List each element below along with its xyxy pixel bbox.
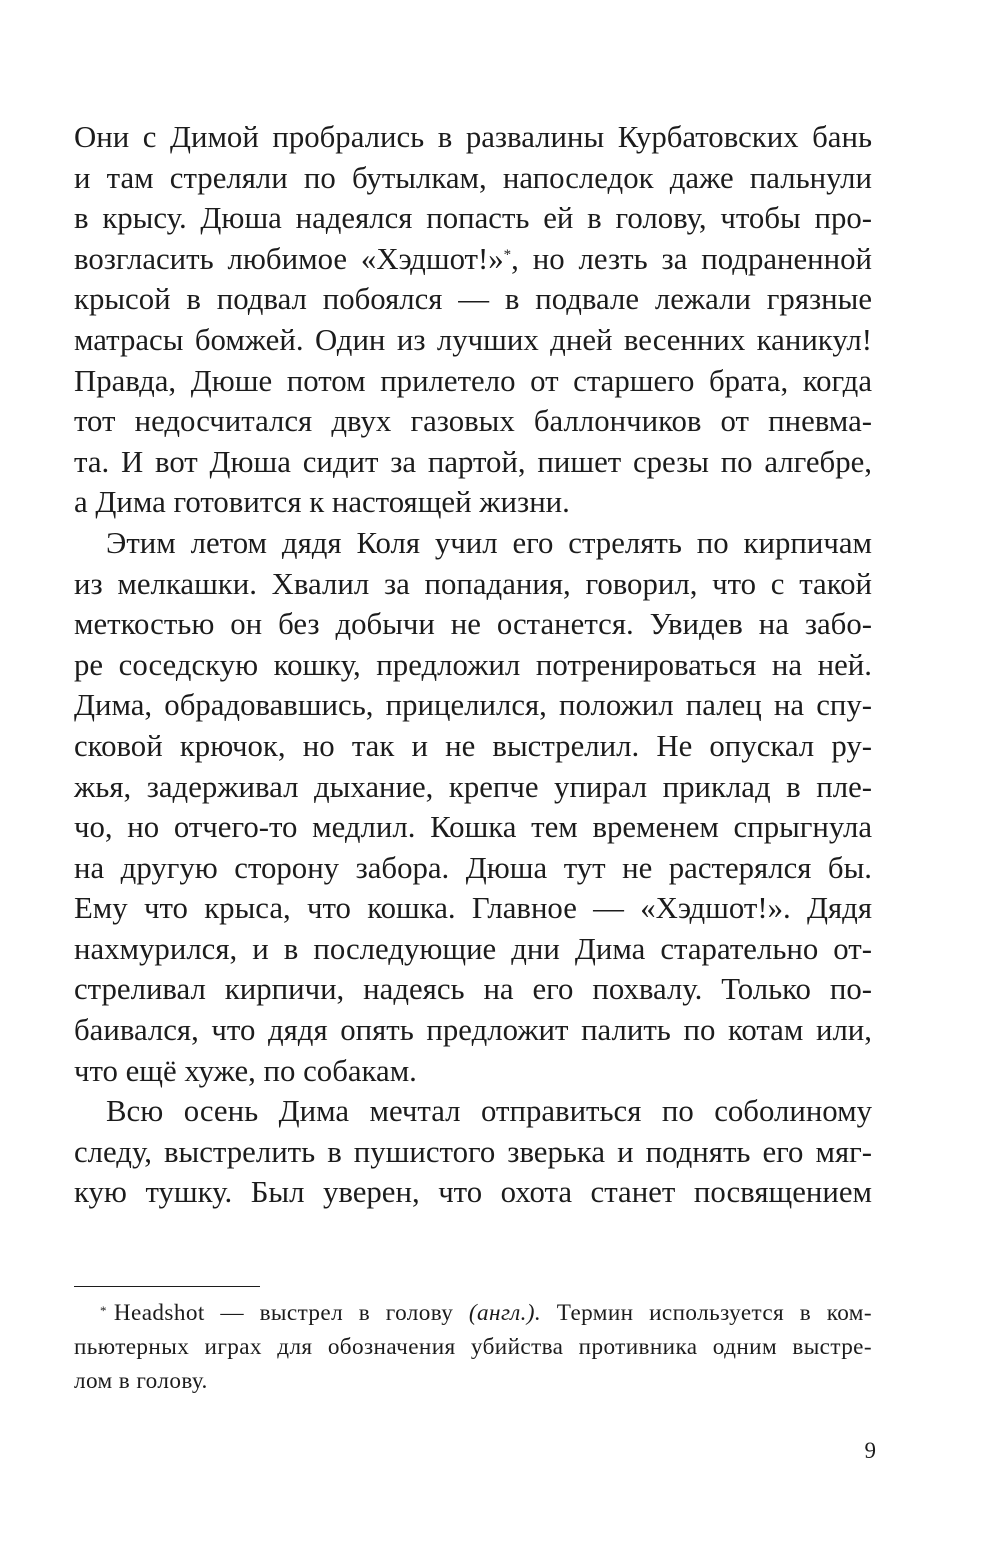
text-line: Всю осень Дима мечтал отправиться по соболиному	[106, 1094, 872, 1129]
text-line: сковой крючок, но так и не выстрелил. Не опускал ру-	[74, 728, 872, 763]
text-line: кую тушку. Был уверен, что охота станет посвящением	[74, 1175, 872, 1210]
footnote-line: лом в голову.	[74, 1368, 208, 1394]
text-fragment: возгласить любимое «Хэдшот!»	[74, 241, 504, 276]
text-line: на другую сторону забора. Дюша тут не растерялся бы.	[74, 850, 872, 885]
text-line: меткостью он без добычи не останется. Увидев на забо-	[74, 607, 872, 642]
footnote-line: пьютерных играх для обозначения убийства противника одним выстре-	[74, 1334, 872, 1360]
text-line: и там стреляли по бутылкам, напоследок даже пальнули	[74, 160, 872, 195]
text-line: Этим летом дядя Коля учил его стрелять по кирпичам	[106, 525, 872, 560]
footnote-line	[74, 1296, 872, 1330]
footnote	[74, 1296, 872, 1398]
text-line: а Дима готовится к настоящей жизни.	[74, 485, 570, 520]
footnote-text: Термин используется в ком-	[541, 1300, 872, 1326]
main-text	[74, 117, 872, 1213]
text-line: баивался, что дядя опять предложит палить по котам или,	[74, 1013, 872, 1048]
text-line: жья, задерживал дыхание, крепче упирал приклад в пле-	[74, 769, 872, 804]
text-line: что ещё хуже, по собакам.	[74, 1053, 417, 1088]
text-line	[74, 239, 872, 280]
text-line: чо, но отчего-то медлил. Кошка тем временем спрыгнула	[74, 810, 872, 845]
footnote-italic: (англ.).	[468, 1300, 542, 1326]
footnote-text: Headshot — выстрел в голову	[113, 1300, 469, 1326]
text-line: тот недосчитался двух газовых баллончиков от пневма-	[74, 404, 872, 439]
text-line: Правда, Дюше потом прилетело от старшего брата, когда	[74, 363, 872, 398]
text-line: крысой в подвал побоялся — в подвале лежали грязные	[74, 282, 872, 317]
text-fragment: , но лезть за подраненной	[511, 241, 872, 276]
text-line: Дима, обрадовавшись, прицелился, положил палец на спу-	[74, 688, 872, 723]
text-line: та. И вот Дюша сидит за партой, пишет срезы по алгебре,	[74, 444, 872, 479]
text-line: из мелкашки. Хвалил за попадания, говорил, что с такой	[74, 566, 872, 601]
page-number: 9	[864, 1438, 876, 1463]
text-line: следу, выстрелить в пушистого зверька и поднять его мяг-	[74, 1134, 872, 1169]
text-line: нахмурился, и в последующие дни Дима старательно от-	[74, 931, 872, 966]
text-line: матрасы бомжей. Один из лучших дней весенних каникул!	[74, 322, 872, 357]
footnote-marker: *	[100, 1303, 107, 1318]
text-line: ре соседскую кошку, предложил потренироваться на ней.	[74, 647, 872, 682]
text-line: в крысу. Дюша надеялся попасть ей в голову, чтобы про-	[74, 201, 872, 236]
text-line: Ему что крыса, что кошка. Главное — «Хэдшот!». Дядя	[74, 891, 872, 926]
text-line: стреливал кирпичи, надеясь на его похвалу. Только по-	[74, 972, 872, 1007]
footnote-divider	[74, 1286, 260, 1287]
text-line: Они с Димой пробрались в развалины Курбатовских бань	[74, 120, 872, 154]
footnote-reference: *	[503, 246, 512, 263]
